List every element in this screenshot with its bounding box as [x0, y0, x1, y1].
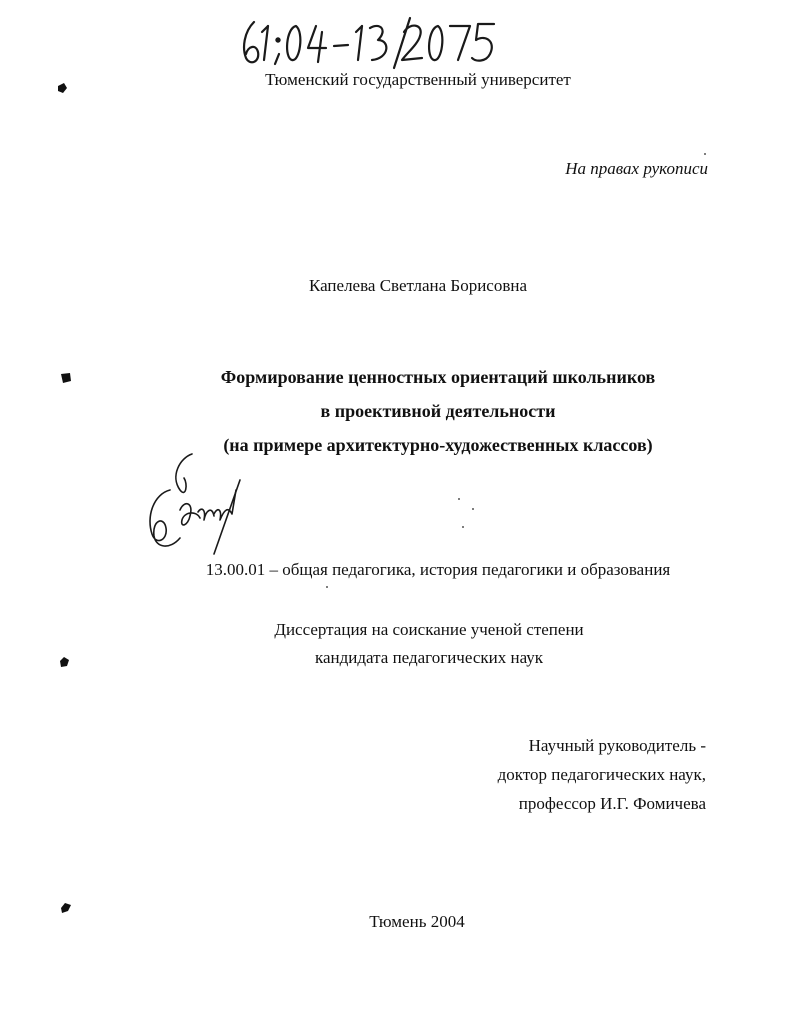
degree-line-1: Диссертация на соискание ученой степени	[274, 620, 584, 639]
binding-hole-mark	[58, 656, 70, 668]
university-name: Тюменский государственный университет	[265, 70, 571, 89]
dissertation-title-line-3: (на примере архитектурно-художественных классов)	[223, 435, 653, 455]
handwritten-archive-code	[238, 14, 500, 70]
dissertation-title-line-1: Формирование ценностных ориентаций школьников	[220, 367, 656, 387]
dissertation-title-line-2: в проективной деятельности	[320, 401, 556, 421]
supervisor-line-1: Научный руководитель -	[528, 736, 706, 755]
paper-speck	[326, 586, 328, 588]
handwritten-signature	[140, 450, 250, 560]
author-name: Капелева Светлана Борисовна	[308, 276, 528, 295]
binding-hole-mark	[56, 82, 68, 94]
supervisor-line-2: доктор педагогических наук,	[497, 765, 706, 784]
degree-line-2: кандидата педагогических наук	[314, 648, 544, 667]
paper-speck	[458, 498, 460, 500]
paper-speck	[472, 508, 474, 510]
paper-speck	[704, 153, 706, 155]
binding-hole-mark	[60, 902, 72, 914]
specialty-code: 13.00.01 – общая педагогика, история педагогики и образования	[205, 560, 671, 579]
binding-hole-mark	[60, 372, 72, 384]
paper-speck	[462, 526, 464, 528]
city-and-year: Тюмень 2004	[369, 912, 465, 931]
manuscript-rights-note: На правах рукописи	[565, 159, 708, 178]
supervisor-line-3: профессор И.Г. Фомичева	[518, 794, 706, 813]
